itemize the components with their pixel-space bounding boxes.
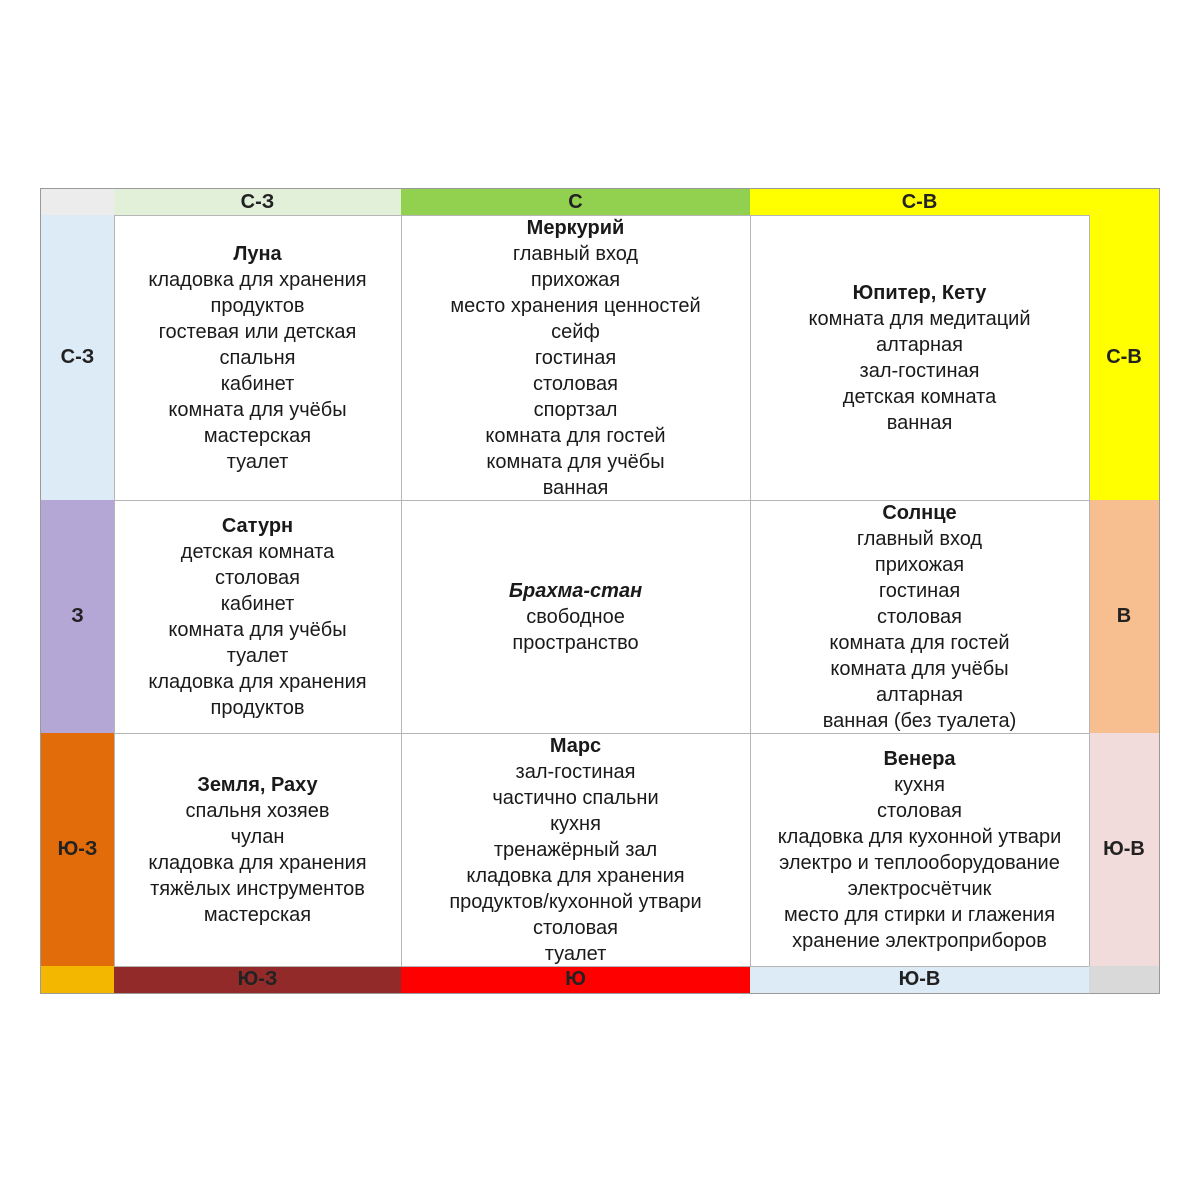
direction-right-northeast: С-В [1089, 215, 1159, 500]
room-item: комната для гостей [829, 631, 1010, 654]
direction-bottom-southeast: Ю-В [750, 966, 1089, 993]
room-item: кухня [894, 773, 945, 796]
cell-northeast [750, 215, 1089, 500]
corner-top-left [41, 189, 114, 215]
room-item: туалет [226, 450, 289, 473]
grid-line [114, 215, 1089, 216]
direction-top-north: С [401, 189, 750, 215]
corner-bottom-right [1089, 966, 1159, 993]
planet-title: Юпитер, Кету [852, 281, 987, 304]
room-item: сейф [551, 320, 600, 343]
room-item: место хранения ценностей [450, 294, 701, 317]
direction-left-west: З [41, 500, 114, 733]
room-item: главный вход [856, 527, 983, 550]
room-item: гостиная [534, 346, 617, 369]
room-item: детская комната [842, 385, 997, 408]
room-item: комната для учёбы [830, 657, 1009, 680]
room-item: кабинет [220, 372, 295, 395]
room-item: частично спальни [492, 786, 659, 809]
direction-bottom-southwest: Ю-З [114, 966, 401, 993]
cell-southeast [750, 733, 1089, 966]
direction-left-southwest: Ю-З [41, 733, 114, 966]
room-item: кладовка для хранения [148, 670, 367, 693]
room-item: прихожая [530, 268, 621, 291]
room-item: электро и теплооборудование [779, 851, 1060, 874]
room-item: тяжёлых инструментов [150, 877, 365, 900]
room-item: столовая [877, 605, 962, 628]
room-item: алтарная [876, 683, 963, 706]
grid-line [114, 966, 1089, 967]
room-item: столовая [215, 566, 300, 589]
grid-line [1089, 215, 1090, 966]
cell-southwest [114, 733, 401, 966]
planet-title: Солнце [882, 501, 957, 524]
room-item: свободное [526, 605, 625, 628]
cell-south [401, 733, 750, 966]
room-item: столовая [533, 916, 618, 939]
room-item: туалет [226, 644, 289, 667]
planet-title: Меркурий [526, 216, 625, 239]
direction-top-northeast: С-В [750, 189, 1089, 215]
grid-line [114, 215, 115, 966]
room-item: комната для гостей [485, 424, 666, 447]
room-item: ванная [886, 411, 953, 434]
room-item: кладовка для хранения [148, 268, 367, 291]
direction-right-east: В [1089, 500, 1159, 733]
room-item: кладовка для кухонной утвари [777, 825, 1062, 848]
room-item: алтарная [876, 333, 963, 356]
room-item: гостиная [878, 579, 961, 602]
room-item: кабинет [220, 592, 295, 615]
planet-title: Брахма-стан [508, 579, 643, 602]
room-item: продуктов [210, 696, 305, 719]
room-item: гостевая или детская [158, 320, 357, 343]
room-item: кладовка для хранения [148, 851, 367, 874]
grid-line [114, 500, 1089, 501]
room-item: главный вход [512, 242, 639, 265]
grid-line [750, 215, 751, 966]
cell-north [401, 215, 750, 500]
planet-title: Венера [883, 747, 956, 770]
room-item: комната для учёбы [168, 618, 347, 641]
room-item: спальня [219, 346, 296, 369]
room-item: комната для учёбы [486, 450, 665, 473]
planet-title: Луна [233, 242, 282, 265]
room-item: спальня хозяев [185, 799, 330, 822]
planet-title: Сатурн [221, 514, 294, 537]
direction-top-northwest: С-З [114, 189, 401, 215]
vastu-grid [40, 188, 1160, 994]
room-item: мастерская [203, 903, 312, 926]
room-item: прихожая [874, 553, 965, 576]
grid-line [114, 733, 1089, 734]
room-item: тренажёрный зал [493, 838, 658, 861]
room-item: ванная [542, 476, 609, 499]
room-item: зал-гостиная [859, 359, 980, 382]
cell-west [114, 500, 401, 733]
room-item: электросчётчик [847, 877, 992, 900]
room-item: продуктов/кухонной утвари [449, 890, 702, 913]
room-item: детская комната [180, 540, 335, 563]
grid-line [401, 215, 402, 966]
room-item: чулан [230, 825, 285, 848]
room-item: кухня [550, 812, 601, 835]
room-item: хранение электроприборов [792, 929, 1047, 952]
room-item: столовая [877, 799, 962, 822]
direction-left-northwest: С-З [41, 215, 114, 500]
room-item: спортзал [533, 398, 618, 421]
corner-top-right [1089, 189, 1159, 215]
planet-title: Марс [549, 734, 602, 757]
room-item: кладовка для хранения [466, 864, 685, 887]
room-item: столовая [533, 372, 618, 395]
planet-title: Земля, Раху [197, 773, 318, 796]
direction-right-southeast: Ю-В [1089, 733, 1159, 966]
room-item: место для стирки и глажения [783, 903, 1056, 926]
direction-bottom-south: Ю [401, 966, 750, 993]
cell-northwest [114, 215, 401, 500]
room-item: ванная (без туалета) [822, 709, 1017, 732]
room-item: комната для учёбы [168, 398, 347, 421]
room-item: туалет [544, 942, 607, 965]
room-item: комната для медитаций [808, 307, 1031, 330]
room-item: зал-гостиная [515, 760, 636, 783]
room-item: продуктов [210, 294, 305, 317]
room-item: пространство [512, 631, 639, 654]
room-item: мастерская [203, 424, 312, 447]
cell-east [750, 500, 1089, 733]
cell-center [401, 500, 750, 733]
corner-bottom-left [41, 966, 114, 993]
